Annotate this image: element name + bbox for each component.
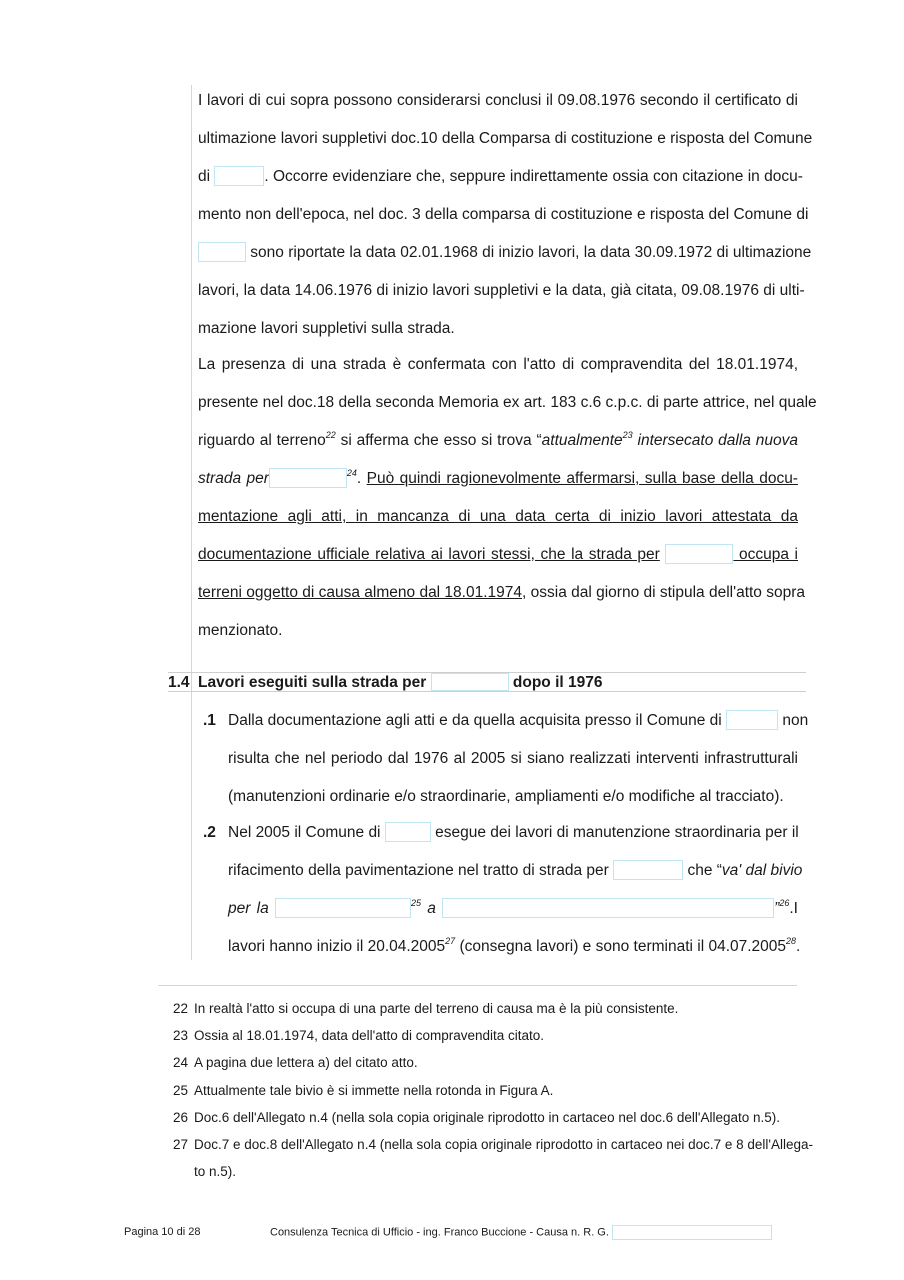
item-line: [228, 823, 798, 843]
body-line: [198, 583, 806, 603]
redaction-box: [385, 822, 431, 842]
footnote-text: Attualmente tale bivio è si immette nella rotonda in Figura A.: [194, 1083, 554, 1098]
text: . Occorre evidenziare che, seppure indirettamente ossia con citazione in docu-: [264, 168, 803, 185]
quote-text: strada per: [198, 470, 269, 487]
redaction-box: [612, 1225, 772, 1240]
footnote-ref[interactable]: 26: [779, 898, 790, 908]
redaction-box: [613, 860, 683, 880]
quote-text: a: [421, 900, 436, 917]
item-label: .1: [203, 712, 216, 729]
text: Consulenza Tecnica di Ufficio - ing. Franco Buccione - Causa n. R. G.: [270, 1226, 612, 1239]
footnote-ref[interactable]: 24: [346, 468, 357, 478]
redaction-box: [198, 242, 246, 262]
footnote-ref[interactable]: 28: [786, 936, 797, 946]
redaction-box: [431, 673, 509, 691]
footnote-number: 22: [173, 1001, 189, 1016]
item-label: .2: [203, 824, 216, 841]
redaction-box: [214, 166, 264, 186]
redaction-box: [665, 544, 733, 564]
text: .I: [789, 900, 798, 917]
body-line: ultimazione lavori suppletivi doc.10 della Comparsa di costituzione e risposta del Comune: [198, 130, 813, 147]
text: di: [198, 168, 211, 185]
text: , ossia dal giorno di stipula dell'atto sopra: [522, 584, 806, 601]
footer-info: [270, 1225, 772, 1240]
footnote-number: 27: [173, 1137, 189, 1152]
body-line: [198, 469, 798, 489]
section-heading: [168, 672, 806, 692]
item-line: (manutenzioni ordinarie e/o straordinarie, ampliamenti e/o modifiche al tracciato).: [228, 788, 784, 805]
underlined-text: terreni oggetto di causa almeno dal 18.01.1974: [198, 584, 523, 601]
body-line: lavori, la data 14.06.1976 di inizio lavori suppletivi e la data, già citata, 09.08.1976 di ulti-: [198, 282, 805, 299]
quote-text: attualmente: [541, 432, 623, 449]
item-line: risulta che nel periodo dal 1976 al 2005 si siano realizzati interventi infrastrutturali: [228, 750, 798, 767]
body-line: [198, 167, 803, 187]
redaction-box: [269, 468, 347, 488]
text: si afferma che esso si trova “: [335, 432, 542, 449]
footnote: [173, 1109, 780, 1127]
text: riguardo al terreno: [198, 432, 326, 449]
margin-rule: [191, 85, 192, 960]
footnote-ref[interactable]: 22: [325, 430, 336, 440]
body-line: [198, 545, 798, 565]
text: che “: [683, 862, 722, 879]
footnote-ref[interactable]: 23: [622, 430, 633, 440]
footnote-ref[interactable]: 25: [411, 898, 422, 908]
text: non: [782, 712, 809, 729]
footnote-number: 24: [173, 1055, 189, 1070]
item-line: [228, 936, 801, 957]
body-line: menzionato.: [198, 622, 283, 639]
body-line: mento non dell'epoca, nel doc. 3 della comparsa di costituzione e risposta del Comune di: [198, 206, 809, 223]
body-line: [198, 431, 798, 451]
footnote-text: In realtà l'atto si occupa di una parte del terreno di causa ma è la più consistente.: [194, 1001, 679, 1016]
footnote-number: 23: [173, 1028, 189, 1043]
underlined-text: Può quindi ragionevolmente affermarsi, sulla base della docu-: [366, 470, 798, 487]
footnote-ref[interactable]: 27: [445, 936, 456, 946]
footnote: [173, 1136, 813, 1154]
section-number: 1.4: [168, 674, 190, 691]
body-line: [198, 243, 812, 263]
footnote: [173, 1054, 418, 1072]
quote-text: intersecato dalla nuova: [632, 432, 798, 449]
footnote: [173, 1000, 678, 1018]
body-line: mentazione agli atti, in mancanza di una data certa di inizio lavori attestata da: [198, 508, 798, 525]
footnote-text: A pagina due lettera a) del citato atto.: [194, 1055, 418, 1070]
footnote-text: Doc.6 dell'Allegato n.4 (nella sola copia originale riprodotto in cartaceo nel doc.6 dell'Allegato n.5).: [194, 1110, 781, 1125]
text: sono riportate la data 02.01.1968 di inizio lavori, la data 30.09.1972 di ultimazione: [246, 244, 812, 261]
item-line: [228, 899, 798, 919]
footnote-continuation: to n.5).: [194, 1164, 237, 1179]
body-line: mazione lavori suppletivi sulla strada.: [198, 320, 455, 337]
text: esegue dei lavori di manutenzione straordinaria per il: [430, 824, 799, 841]
item-line: [228, 711, 809, 731]
footnote: [173, 1027, 544, 1045]
quote-text: ”: [774, 900, 780, 917]
quote-text: per la: [228, 900, 269, 917]
underlined-text: documentazione ufficiale relativa ai lavori stessi, che la strada per: [198, 546, 660, 563]
redaction-box: [442, 898, 774, 918]
redaction-box: [726, 710, 778, 730]
text: (consegna lavori) e sono terminati il 04.07.2005: [455, 938, 787, 955]
text: lavori hanno inizio il 20.04.2005: [228, 938, 446, 955]
item-line: [228, 861, 803, 881]
footnote: [173, 1082, 553, 1100]
text: .: [796, 938, 801, 955]
body-line: La presenza di una strada è confermata con l'atto di compravendita del 18.01.1974,: [198, 356, 798, 373]
footnote-text: Doc.7 e doc.8 dell'Allegato n.4 (nella sola copia originale riprodotto in cartaceo nei doc.7 e 8 dell'Allega-: [194, 1137, 814, 1152]
footnote-number: 25: [173, 1083, 189, 1098]
footnote-separator: [158, 985, 797, 986]
text: dopo il 1976: [512, 674, 603, 691]
section-title: [198, 674, 603, 692]
body-line: presente nel doc.18 della seconda Memoria ex art. 183 c.6 c.p.c. di parte attrice, nel quale: [198, 394, 817, 411]
page-number: Pagina 10 di 28: [124, 1226, 201, 1238]
underlined-text: occupa i: [733, 546, 798, 563]
redaction-box: [275, 898, 411, 918]
text: rifacimento della pavimentazione nel tratto di strada per: [228, 862, 609, 879]
text: Nel 2005 il Comune di: [228, 824, 381, 841]
text: Dalla documentazione agli atti e da quella acquisita presso il Comune di: [228, 712, 722, 729]
footnote-number: 26: [173, 1110, 189, 1125]
body-line: I lavori di cui sopra possono considerarsi conclusi il 09.08.1976 secondo il certificato di: [198, 92, 798, 109]
quote-text: va' dal bivio: [721, 862, 803, 879]
text: Lavori eseguiti sulla strada per: [198, 674, 427, 691]
text: .: [356, 470, 367, 487]
footnote-text: Ossia al 18.01.1974, data dell'atto di compravendita citato.: [194, 1028, 545, 1043]
